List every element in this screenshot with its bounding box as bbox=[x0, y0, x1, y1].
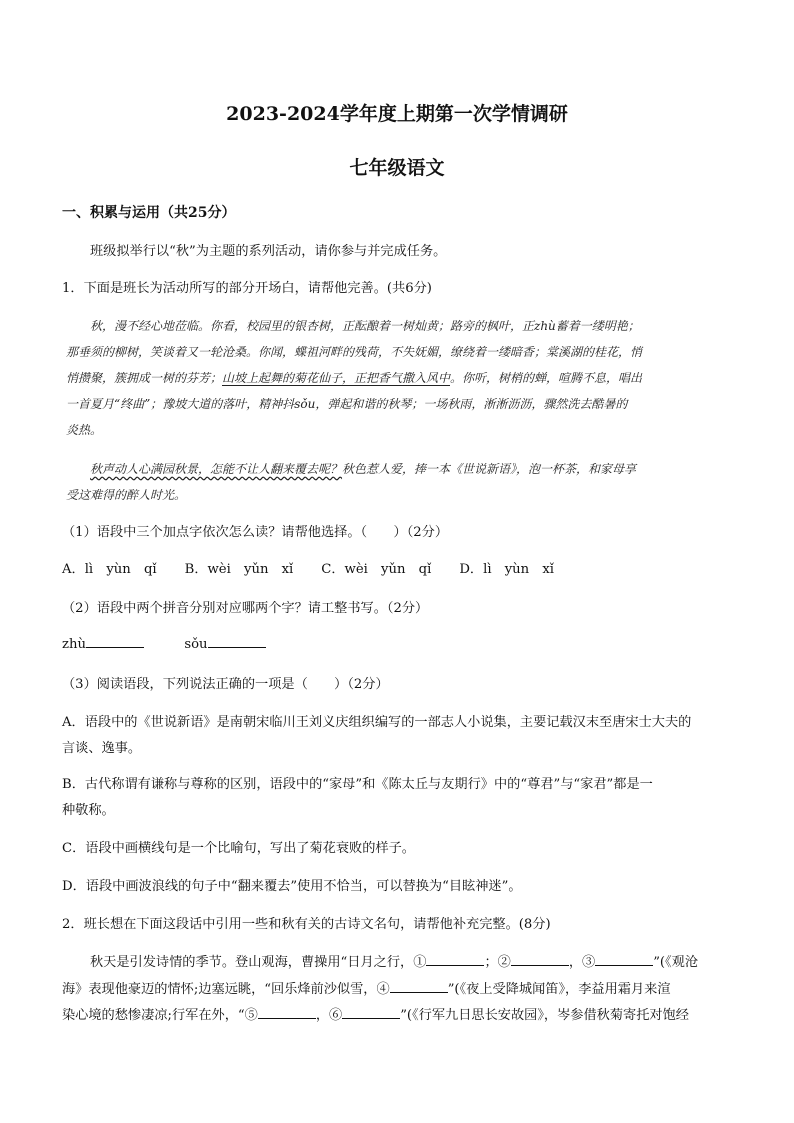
blank-2[interactable] bbox=[511, 953, 569, 966]
passage-text: 。你听，树梢的蝉，喧腾不息，唱出 bbox=[450, 371, 643, 385]
exam-title: 2023-2024学年度上期第一次学情调研 bbox=[226, 103, 568, 125]
answer-blank[interactable] bbox=[208, 635, 266, 648]
fill-text: ；② bbox=[484, 955, 511, 970]
fill-text: 海》表现他豪迈的情怀;边塞远眺，“回乐烽前沙似雪，④ bbox=[62, 982, 390, 997]
passage-line: 一首夏月“终曲”；豫坡大道的落叶，精神抖sǒu，弹起和谐的秋琴；一场秋雨，淅淅沥沥，骤然洗去酷暑的 bbox=[66, 397, 628, 411]
poem-fill-line bbox=[62, 978, 671, 997]
passage-text: 秋色惹人爱，捧一本《世说新语》，泡一杯茶，和家母享 bbox=[342, 462, 637, 476]
wavy-underlined-sentence: 秋声动人心满园秋景，怎能不让人翻来覆去呢？ bbox=[90, 462, 343, 476]
blank-3[interactable] bbox=[595, 953, 653, 966]
question-2-stem: 2．班长想在下面这段话中引用一些和秋有关的古诗文名句，请帮他补充完整。(8分) bbox=[62, 917, 551, 932]
option-c[interactable]: C．语段中画横线句是一个比喻句，写出了菊花衰败的样子。 bbox=[62, 841, 415, 856]
sub-question-1-stem: （1）语段中三个加点字依次怎么读？请帮他选择。（ ）（2分） bbox=[62, 525, 449, 540]
underlined-sentence: 山坡上起舞的菊花仙子，正把香气撒入风中 bbox=[222, 371, 451, 385]
section-heading: 一、积累与运用（共25分） bbox=[62, 205, 236, 221]
blank-4[interactable] bbox=[390, 980, 448, 993]
fill-text: 染心境的愁惨凄凉;行军在外，“⑤ bbox=[62, 1008, 258, 1023]
answer-blank[interactable] bbox=[86, 635, 144, 648]
sub-question-2-stem: （2）语段中两个拼音分别对应哪两个字？请工整书写。（2分） bbox=[62, 601, 429, 616]
option-a-cont: 言谈、逸事。 bbox=[62, 741, 142, 756]
section-intro: 班级拟举行以“秋”为主题的系列活动，请你参与并完成任务。 bbox=[90, 244, 447, 259]
blank-5[interactable] bbox=[258, 1006, 316, 1019]
pinyin-answer-row bbox=[62, 635, 266, 652]
pinyin-label: sǒu bbox=[184, 637, 208, 652]
fill-text: ，③ bbox=[568, 955, 596, 970]
exam-subtitle: 七年级语文 bbox=[349, 157, 445, 179]
blank-1[interactable] bbox=[426, 953, 484, 966]
passage-line: 炎热。 bbox=[66, 423, 103, 437]
option-b[interactable]: B．wèi yǔn xǐ bbox=[184, 562, 294, 577]
passage-line: 受这难得的醉人时光。 bbox=[66, 488, 187, 502]
passage-line: 秋，漫不经心地莅临。你看，校园里的银杏树，正酝酿着一树灿黄；路旁的枫叶，正zhù蓄着一缕明艳； bbox=[90, 319, 640, 333]
passage-line bbox=[90, 460, 636, 477]
option-d[interactable]: D．lì yùn xǐ bbox=[459, 562, 555, 577]
option-b[interactable]: B．古代称谓有谦称与尊称的区别，语段中的“家母”和《陈太丘与友期行》中的“尊君”与“家君”都是一 bbox=[62, 777, 653, 792]
passage-line: 那垂须的柳树，笑谈着又一轮沧桑。你闻，蝶祖河畔的残荷，不失妩媚，缭绕着一缕暗香；棠溪湖的桂花，悄 bbox=[66, 345, 643, 359]
option-d[interactable]: D．语段中画波浪线的句子中“翻来覆去”使用不恰当，可以替换为“目眩神迷”。 bbox=[62, 879, 522, 894]
fill-text: 秋天是引发诗情的季节。登山观海，曹操用“日月之行，① bbox=[90, 955, 427, 970]
sub-question-3-stem: （3）阅读语段，下列说法正确的一项是（ ）（2分） bbox=[62, 677, 389, 692]
option-a[interactable]: A．lì yùn qǐ bbox=[62, 562, 157, 577]
poem-fill-line bbox=[90, 951, 698, 970]
fill-text: ”(《行军九日思长安故园》，岑参借秋菊寄托对饱经 bbox=[400, 1008, 689, 1023]
sub-question-1-options bbox=[62, 558, 582, 577]
pinyin-label: zhù bbox=[62, 637, 86, 652]
question-1-stem: 1．下面是班长为活动所写的部分开场白，请帮他完善。(共6分) bbox=[62, 281, 432, 296]
poem-fill-line bbox=[62, 1004, 689, 1023]
fill-text: ，⑥ bbox=[315, 1008, 343, 1023]
option-b-cont: 种敬称。 bbox=[62, 803, 115, 818]
option-c[interactable]: C．wèi yǔn qǐ bbox=[321, 562, 432, 577]
passage-text: 悄攒聚，簇拥成一树的芬芳； bbox=[66, 371, 223, 385]
option-a[interactable]: A．语段中的《世说新语》是南朝宋临川王刘义庆组织编写的一部志人小说集，主要记载汉末至唐宋士大夫的 bbox=[62, 715, 692, 730]
passage-line bbox=[66, 369, 642, 386]
fill-text: ”(《观沧 bbox=[653, 955, 699, 970]
blank-6[interactable] bbox=[342, 1006, 400, 1019]
fill-text: ”(《夜上受降城闻笛》，李益用霜月来渲 bbox=[447, 982, 671, 997]
